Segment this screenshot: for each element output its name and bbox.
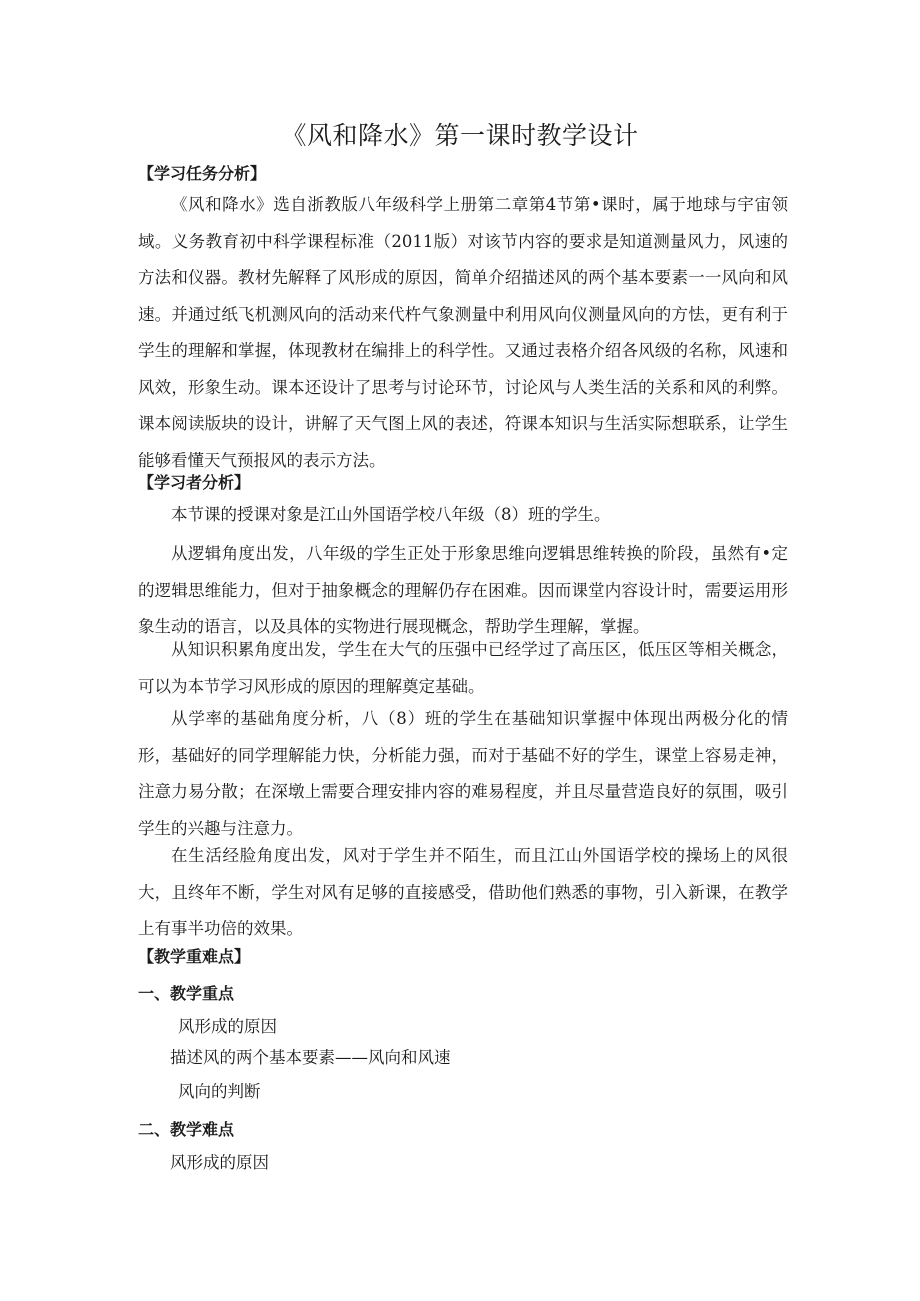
difficulty-item: 风形成的原因 (170, 1153, 269, 1172)
focus-heading: 一、教学重点 (138, 984, 235, 1003)
learner-paragraph-1: 本节课的授课对象是江山外国语学校八年级（8）班的学生。 (171, 505, 611, 524)
task-analysis-paragraph: 《风和降水》选自浙教版八年级科学上册第二章第4节第•课时，属于地球与宇宙领域。义务教育初中科学课程标准（2011版）对该节内容的要求是知道测量风力，风速的方法和仪器。教材先解释了风形成的原因，简单介绍描述风的两个基本要素一一风向和风速。并通过纸飞机测风向的活动来代杵气象测量中利用风向仪测量风向的方怯，更有利于学生的理解和掌握，体现教材在编排上的科学性。又通过表格介绍各风级的名称，风速和风效，形象生动。课本还设计了思考与讨论环节，讨论风与人类生活的关系和风的利弊。课本阅读版块的设计，讲解了天气图上风的表述，符课本知识与生活实际想联系，让学生能够看懂天气预报风的表示方法。 (138, 195, 788, 470)
focus-item: 风向的判断 (178, 1082, 261, 1101)
focus-item: 描述风的两个基本要素——风向和风速 (170, 1048, 451, 1067)
learner-paragraph-5: 在生活经脸角度出发，风对于学生并不陌生，而且江山外国语学校的操场上的风很大，且终年不断，学生对风有足够的直接感受，借助他们熟悉的事物，引入新课，在教学上有事半功倍的效果。 (138, 846, 788, 938)
learner-paragraph-2: 从逻辑角度出发，八年级的学生正处于形象思维向逻辑思维转换的阶段，虽然有•定的逻辑思维能力，但对于抽象概念的理解仍存在困难。因而课堂内容设计时，需要运用形象生动的语言，以及具体的实物进行展现概念，帮助学生理解，掌握。 (138, 544, 788, 636)
heading-task-analysis: 【学习任务分析】 (138, 164, 267, 183)
page-title: 《风和降水》第一课时教学设计 (281, 121, 639, 150)
focus-item: 风形成的原因 (178, 1017, 277, 1036)
heading-key-points: 【教学重难点】 (138, 947, 251, 966)
learner-paragraph-3: 从知识积累角度出发，学生在大气的压强中已经学过了高压区，低压区等相关概念，可以为本节学习风形成的原因的理解奠定基础。 (138, 640, 788, 696)
heading-learner-analysis: 【学习者分析】 (138, 473, 251, 492)
difficulty-heading: 二、教学难点 (138, 1120, 235, 1139)
learner-paragraph-4: 从学率的基础角度分析，八（8）班的学生在基础知识掌握中体现出两极分化的情形，基础好的同学理解能力快，分析能力强，而对于基础不好的学生，课堂上容易走神，注意力易分散；在深墩上需要合理安排内容的难易程度，并且尽量营造良好的氛围，吸引学生的兴趣与注意力。 (138, 709, 788, 838)
